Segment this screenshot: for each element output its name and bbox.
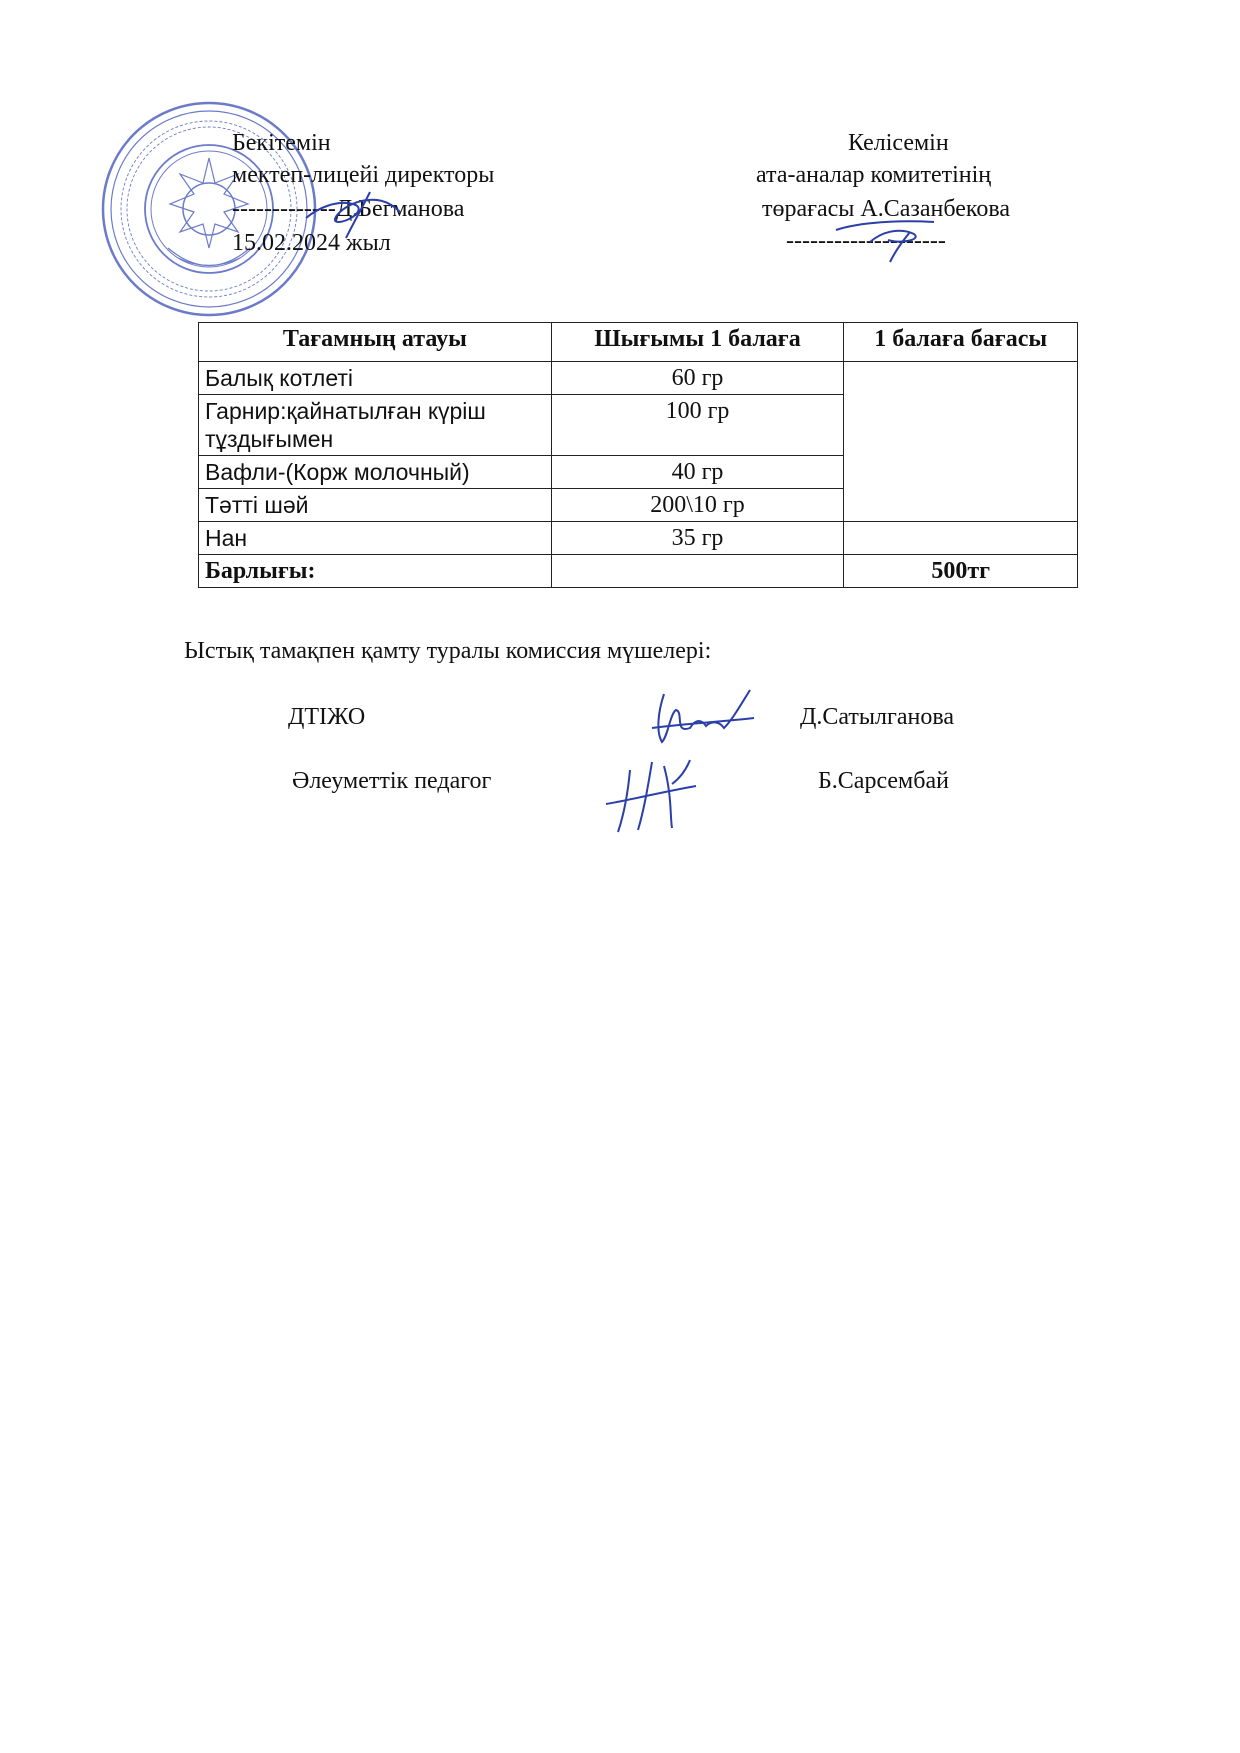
signature-icon [830, 212, 950, 268]
agree-dashes: -------------------- [786, 228, 946, 254]
approve-date: 15.02.2024 жыл [232, 230, 391, 256]
dish-name: Вафли-(Корж молочный) [199, 456, 552, 489]
price-cell [844, 522, 1078, 555]
agree-role: ата-аналар комитетінің [756, 162, 992, 188]
member-name: Д.Сатылганова [800, 704, 955, 730]
column-header: Шығымы 1 балаға [551, 323, 844, 362]
dish-yield: 200\10 гр [551, 489, 844, 522]
dish-yield: 35 гр [551, 522, 844, 555]
table-header-row [199, 323, 1078, 362]
menu-table [198, 322, 1078, 588]
price-cell [844, 362, 1078, 522]
signature-icon [650, 684, 760, 752]
dish-yield: 100 гр [551, 395, 844, 456]
total-row [199, 555, 1078, 588]
dish-yield: 60 гр [551, 362, 844, 395]
signature-icon [600, 756, 710, 836]
approve-role: мектеп-лицейі директоры [232, 162, 495, 188]
column-header: Тағамның атауы [199, 323, 552, 362]
agree-heading: Келісемін [848, 130, 949, 156]
dish-name: Балық котлеті [199, 362, 552, 395]
table-row [199, 362, 1078, 395]
signature-icon [298, 178, 408, 250]
agree-signer: төрағасы А.Сазанбекова [762, 196, 1011, 222]
commission-title: Ыстық тамақпен қамту туралы комиссия мүшелері: [184, 638, 712, 664]
dish-yield: 40 гр [551, 456, 844, 489]
column-header: 1 балаға бағасы [844, 323, 1078, 362]
dish-name: Гарнир:қайнатылған күріш тұздығымен [199, 395, 552, 456]
approve-heading: Бекітемін [232, 130, 331, 156]
total-yield [551, 555, 844, 588]
approve-signer: -------------Д.Бегманова [232, 196, 465, 222]
dish-name: Нан [199, 522, 552, 555]
total-price: 500тг [844, 555, 1078, 588]
total-label: Барлығы: [199, 555, 552, 588]
table-row [199, 522, 1078, 555]
member-name: Б.Сарсембай [818, 768, 949, 794]
member-role: Әлеуметтік педагог [292, 768, 492, 794]
dish-name: Тәтті шәй [199, 489, 552, 522]
member-role: ДТІЖО [288, 704, 366, 730]
